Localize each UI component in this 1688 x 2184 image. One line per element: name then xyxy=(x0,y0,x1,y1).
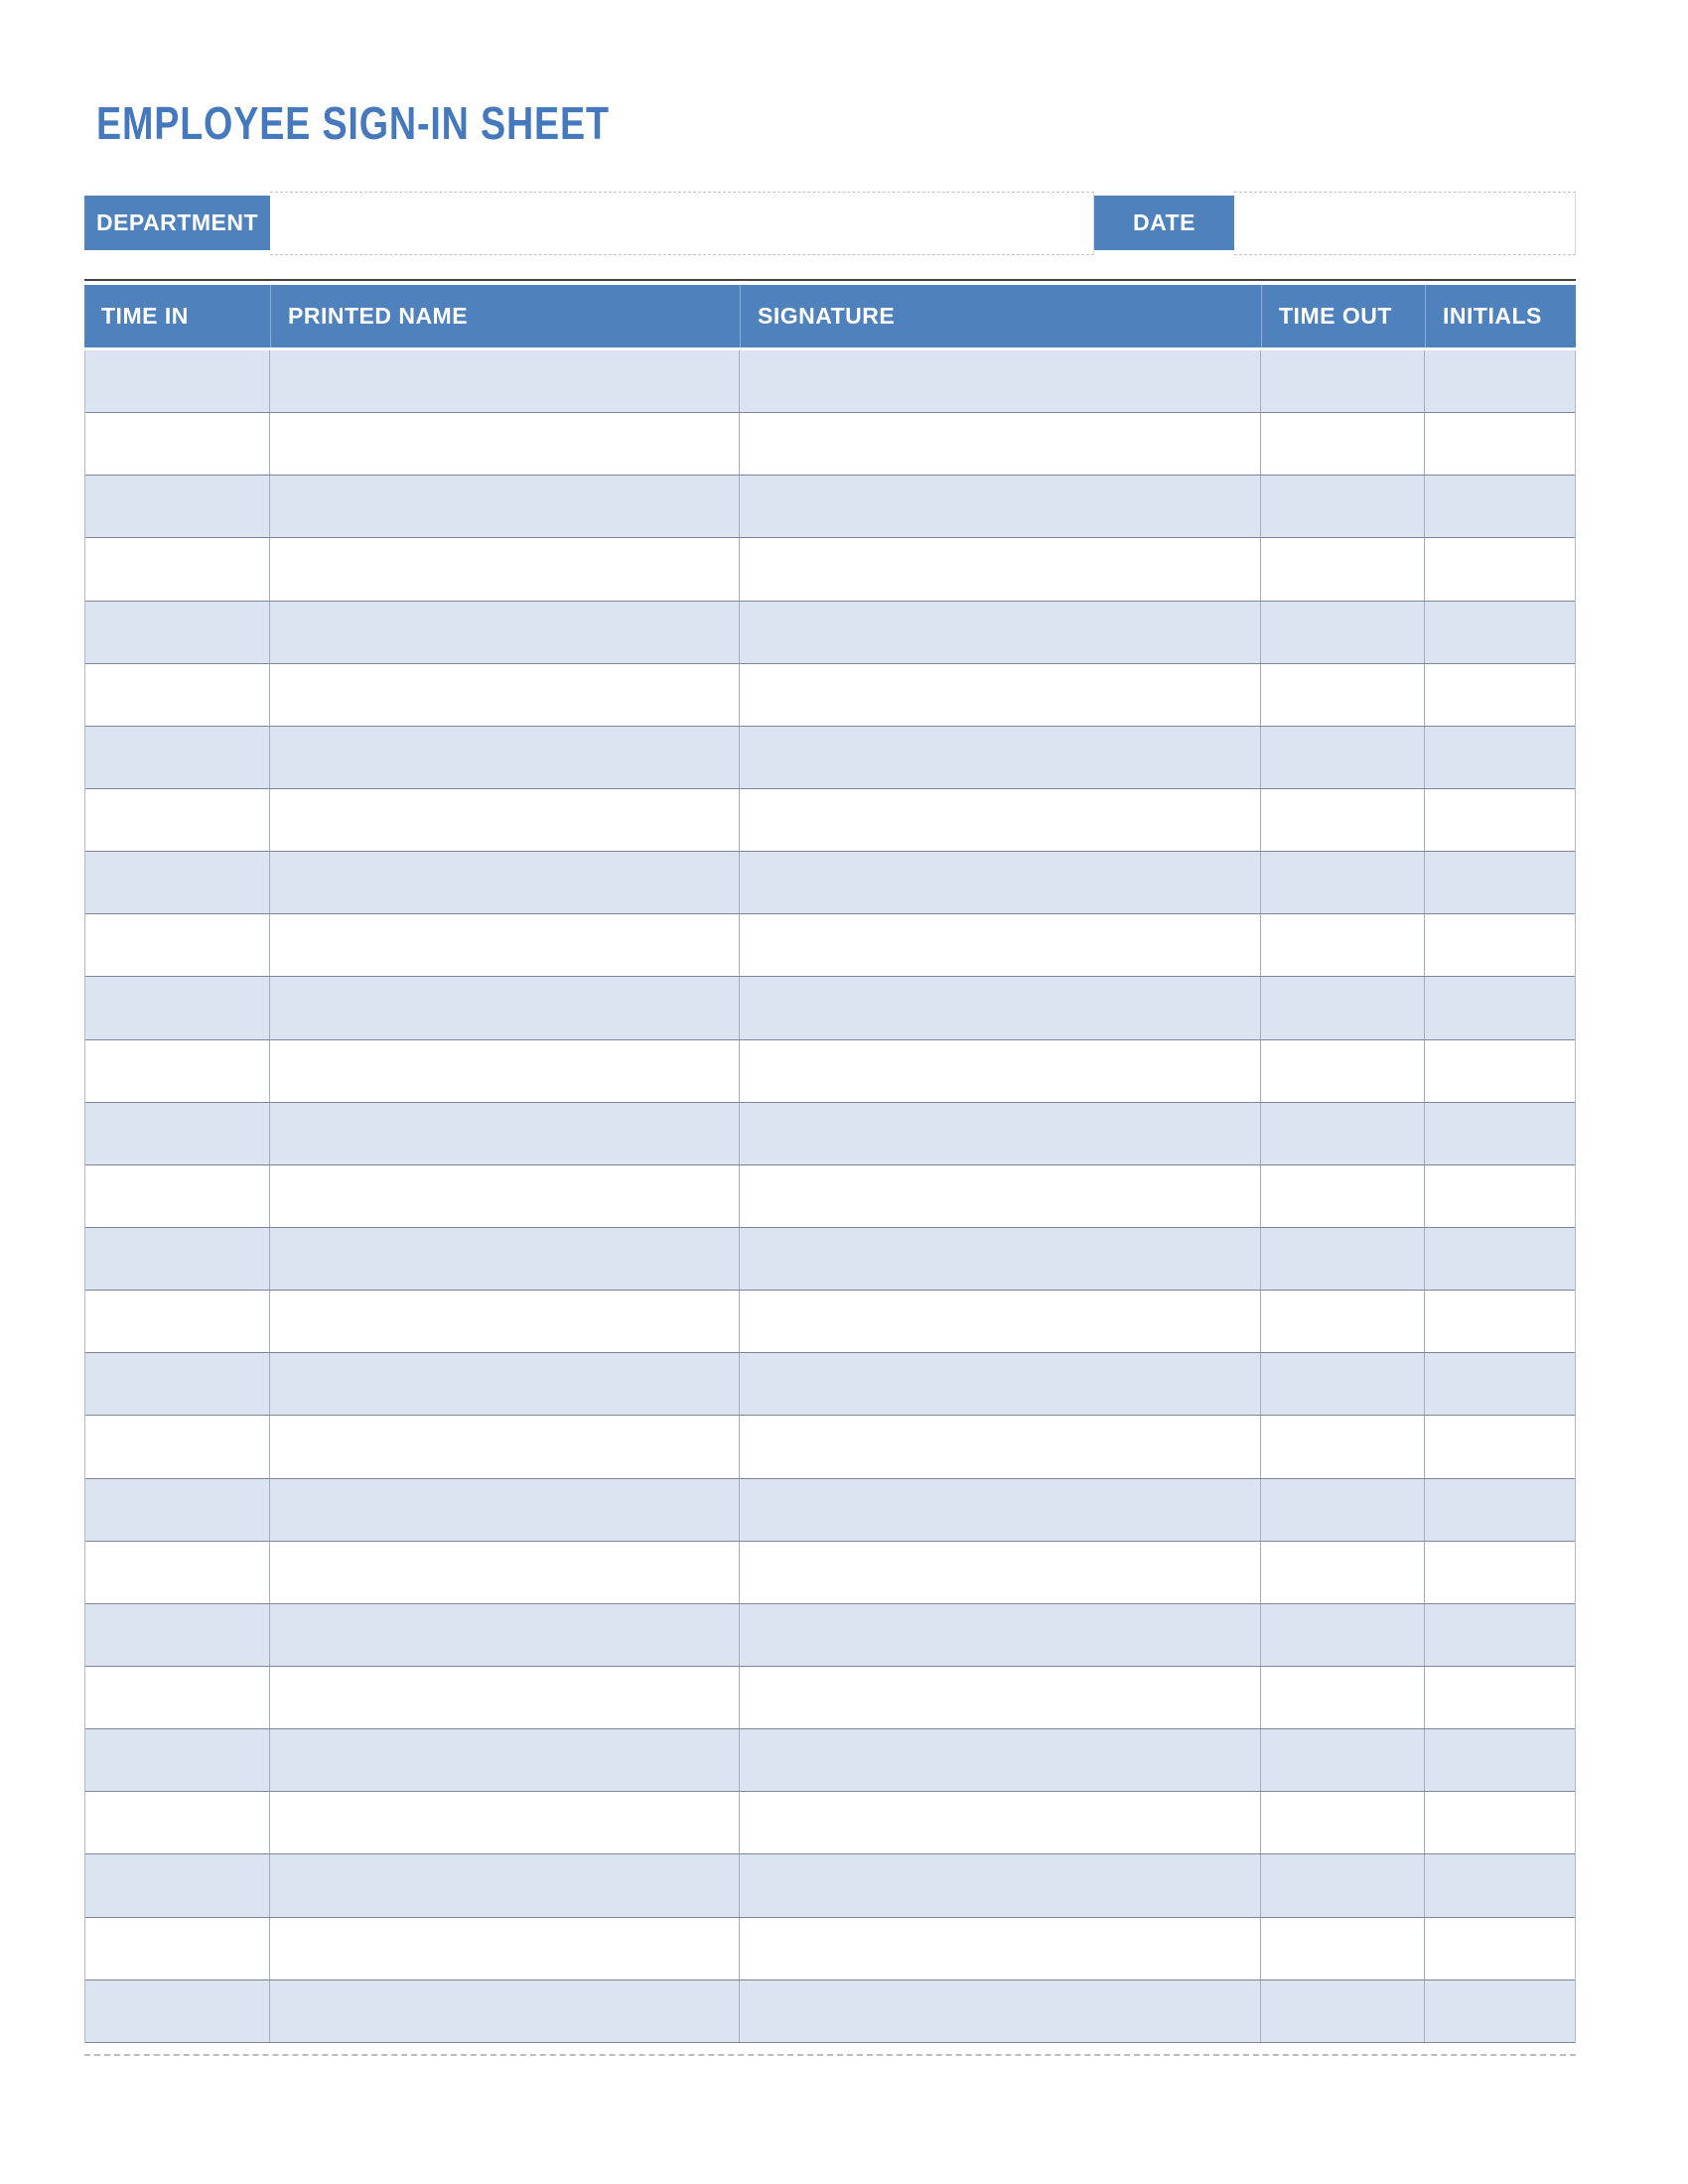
table-row xyxy=(85,977,1575,1039)
table-cell-time-out[interactable] xyxy=(1261,350,1425,412)
table-row xyxy=(85,852,1575,914)
table-cell-time-out[interactable] xyxy=(1261,1291,1425,1352)
table-cell-initials[interactable] xyxy=(1425,727,1575,788)
table-cell-initials[interactable] xyxy=(1425,1353,1575,1415)
table-cell-printed-name[interactable] xyxy=(270,1291,740,1352)
table-cell-time-out[interactable] xyxy=(1261,1667,1425,1728)
table-cell-time-out[interactable] xyxy=(1261,1980,1425,2042)
table-cell-time-out[interactable] xyxy=(1261,727,1425,788)
table-row xyxy=(85,1228,1575,1291)
table-cell-printed-name[interactable] xyxy=(270,1479,740,1541)
table-cell-printed-name[interactable] xyxy=(270,1980,740,2042)
table-cell-time-in[interactable] xyxy=(85,1729,270,1791)
table-cell-signature[interactable] xyxy=(740,413,1261,475)
table-cell-time-in[interactable] xyxy=(85,1542,270,1603)
department-label: DEPARTMENT xyxy=(84,196,270,250)
table-cell-signature[interactable] xyxy=(740,977,1261,1038)
table-cell-printed-name[interactable] xyxy=(270,602,740,663)
header-cell-printed-name: PRINTED NAME xyxy=(270,285,740,347)
table-row xyxy=(85,727,1575,789)
table-cell-initials[interactable] xyxy=(1425,914,1575,976)
table-cell-printed-name[interactable] xyxy=(270,1854,740,1916)
table-row xyxy=(85,1479,1575,1542)
table-cell-printed-name[interactable] xyxy=(270,789,740,851)
table-cell-initials[interactable] xyxy=(1425,1165,1575,1227)
table-cell-initials[interactable] xyxy=(1425,789,1575,851)
table-cell-signature[interactable] xyxy=(740,1165,1261,1227)
table-cell-time-in[interactable] xyxy=(85,1040,270,1102)
table-row xyxy=(85,1542,1575,1604)
table-cell-time-in[interactable] xyxy=(85,1667,270,1728)
table-cell-signature[interactable] xyxy=(740,1854,1261,1916)
table-row xyxy=(85,1667,1575,1729)
table-cell-time-in[interactable] xyxy=(85,602,270,663)
table-cell-signature[interactable] xyxy=(740,727,1261,788)
table-cell-signature[interactable] xyxy=(740,350,1261,412)
table-cell-time-out[interactable] xyxy=(1261,1479,1425,1541)
table-cell-time-out[interactable] xyxy=(1261,538,1425,600)
table-cell-signature[interactable] xyxy=(740,1604,1261,1666)
page-title: EMPLOYEE SIGN-IN SHEET xyxy=(96,97,610,149)
date-label: DATE xyxy=(1094,196,1234,250)
table-cell-initials[interactable] xyxy=(1425,852,1575,913)
table-row xyxy=(85,789,1575,852)
table-cell-time-in[interactable] xyxy=(85,1792,270,1853)
table-cell-initials[interactable] xyxy=(1425,1416,1575,1477)
table-cell-signature[interactable] xyxy=(740,1918,1261,1979)
table-cell-printed-name[interactable] xyxy=(270,1918,740,1979)
table-row xyxy=(85,1918,1575,1980)
table-cell-initials[interactable] xyxy=(1425,977,1575,1038)
table-cell-signature[interactable] xyxy=(740,1040,1261,1102)
table-cell-time-out[interactable] xyxy=(1261,1918,1425,1979)
table-row xyxy=(85,413,1575,476)
table-cell-printed-name[interactable] xyxy=(270,1416,740,1477)
table-cell-initials[interactable] xyxy=(1425,664,1575,726)
table-cell-initials[interactable] xyxy=(1425,1040,1575,1102)
table-cell-signature[interactable] xyxy=(740,1228,1261,1290)
table-cell-time-in[interactable] xyxy=(85,1854,270,1916)
department-input-field[interactable] xyxy=(270,192,1094,255)
header-cell-signature: SIGNATURE xyxy=(740,285,1261,347)
table-cell-time-out[interactable] xyxy=(1261,789,1425,851)
table-cell-signature[interactable] xyxy=(740,1479,1261,1541)
table-cell-time-in[interactable] xyxy=(85,727,270,788)
table-cell-signature[interactable] xyxy=(740,914,1261,976)
table-cell-printed-name[interactable] xyxy=(270,727,740,788)
table-cell-signature[interactable] xyxy=(740,1792,1261,1853)
table-cell-printed-name[interactable] xyxy=(270,1040,740,1102)
table-cell-printed-name[interactable] xyxy=(270,350,740,412)
header-cell-time-in: TIME IN xyxy=(101,303,189,329)
table-cell-time-in[interactable] xyxy=(85,977,270,1038)
table-row xyxy=(85,1291,1575,1353)
table-cell-signature[interactable] xyxy=(740,1416,1261,1477)
table-cell-time-out[interactable] xyxy=(1261,1165,1425,1227)
table-cell-time-in[interactable] xyxy=(85,1416,270,1477)
table-cell-time-out[interactable] xyxy=(1261,1792,1425,1853)
table-cell-initials[interactable] xyxy=(1425,476,1575,537)
table-cell-signature[interactable] xyxy=(740,476,1261,537)
table-cell-printed-name[interactable] xyxy=(270,1729,740,1791)
table-cell-initials[interactable] xyxy=(1425,1792,1575,1853)
table-cell-time-in[interactable] xyxy=(85,1918,270,1979)
table-cell-initials[interactable] xyxy=(1425,1604,1575,1666)
table-body xyxy=(84,350,1576,2043)
table-cell-initials[interactable] xyxy=(1425,1729,1575,1791)
table-cell-time-in[interactable] xyxy=(85,852,270,913)
table-cell-time-out[interactable] xyxy=(1261,977,1425,1038)
table-cell-time-out[interactable] xyxy=(1261,914,1425,976)
table-bottom-dashed-line xyxy=(84,2054,1576,2056)
table-cell-signature[interactable] xyxy=(740,1667,1261,1728)
table-cell-initials[interactable] xyxy=(1425,1542,1575,1603)
table-cell-time-in[interactable] xyxy=(85,1604,270,1666)
table-row xyxy=(85,538,1575,601)
table-row xyxy=(85,1103,1575,1165)
table-cell-signature[interactable] xyxy=(740,602,1261,663)
table-cell-printed-name[interactable] xyxy=(270,1228,740,1290)
table-cell-initials[interactable] xyxy=(1425,1854,1575,1916)
table-cell-printed-name[interactable] xyxy=(270,1667,740,1728)
table-cell-printed-name[interactable] xyxy=(270,914,740,976)
table-cell-printed-name[interactable] xyxy=(270,852,740,913)
table-cell-time-in[interactable] xyxy=(85,413,270,475)
table-cell-time-out[interactable] xyxy=(1261,413,1425,475)
table-cell-time-in[interactable] xyxy=(85,664,270,726)
date-input-field[interactable] xyxy=(1234,192,1576,255)
table-cell-time-out[interactable] xyxy=(1261,1604,1425,1666)
table-cell-signature[interactable] xyxy=(740,664,1261,726)
table-cell-signature[interactable] xyxy=(740,538,1261,600)
table-cell-time-in[interactable] xyxy=(85,789,270,851)
table-row xyxy=(85,664,1575,727)
table-row xyxy=(85,1040,1575,1103)
table-cell-initials[interactable] xyxy=(1425,1667,1575,1728)
table-cell-printed-name[interactable] xyxy=(270,664,740,726)
table-cell-time-out[interactable] xyxy=(1261,1854,1425,1916)
table-cell-time-out[interactable] xyxy=(1261,1040,1425,1102)
table-cell-printed-name[interactable] xyxy=(270,476,740,537)
table-cell-initials[interactable] xyxy=(1425,350,1575,412)
table-cell-initials[interactable] xyxy=(1425,1103,1575,1164)
table-row xyxy=(85,914,1575,977)
table-cell-initials[interactable] xyxy=(1425,1918,1575,1979)
table-cell-time-out[interactable] xyxy=(1261,1729,1425,1791)
table-row xyxy=(85,602,1575,664)
table-cell-time-in[interactable] xyxy=(85,1353,270,1415)
table-cell-time-in[interactable] xyxy=(85,476,270,537)
table-cell-signature[interactable] xyxy=(740,1542,1261,1603)
table-row xyxy=(85,350,1575,413)
table-cell-time-in[interactable] xyxy=(85,1103,270,1164)
table-cell-time-out[interactable] xyxy=(1261,1416,1425,1477)
table-cell-printed-name[interactable] xyxy=(270,1604,740,1666)
table-cell-signature[interactable] xyxy=(740,1291,1261,1352)
table-cell-printed-name[interactable] xyxy=(270,1103,740,1164)
table-cell-time-out[interactable] xyxy=(1261,1103,1425,1164)
table-top-border xyxy=(84,279,1576,281)
table-cell-initials[interactable] xyxy=(1425,1479,1575,1541)
table-cell-initials[interactable] xyxy=(1425,1228,1575,1290)
table-cell-printed-name[interactable] xyxy=(270,1792,740,1853)
table-row xyxy=(85,1353,1575,1416)
header-cell-initials: INITIALS xyxy=(1425,285,1576,347)
table-cell-printed-name[interactable] xyxy=(270,538,740,600)
table-row xyxy=(85,1416,1575,1478)
table-cell-printed-name[interactable] xyxy=(270,1353,740,1415)
table-cell-initials[interactable] xyxy=(1425,1980,1575,2042)
table-cell-time-in[interactable] xyxy=(85,1479,270,1541)
table-row xyxy=(85,1165,1575,1228)
table-cell-time-in[interactable] xyxy=(85,538,270,600)
table-header-row xyxy=(84,285,1576,347)
table-cell-signature[interactable] xyxy=(740,1980,1261,2042)
table-cell-printed-name[interactable] xyxy=(270,1542,740,1603)
table-cell-time-in[interactable] xyxy=(85,1228,270,1290)
table-cell-time-in[interactable] xyxy=(85,1291,270,1352)
table-row xyxy=(85,1729,1575,1792)
table-cell-printed-name[interactable] xyxy=(270,413,740,475)
table-cell-signature[interactable] xyxy=(740,852,1261,913)
table-cell-signature[interactable] xyxy=(740,1729,1261,1791)
table-cell-time-in[interactable] xyxy=(85,350,270,412)
table-row xyxy=(85,1604,1575,1667)
table-cell-time-out[interactable] xyxy=(1261,1353,1425,1415)
table-cell-initials[interactable] xyxy=(1425,1291,1575,1352)
table-cell-time-in[interactable] xyxy=(85,1165,270,1227)
table-row xyxy=(85,1792,1575,1854)
table-cell-printed-name[interactable] xyxy=(270,977,740,1038)
table-cell-time-in[interactable] xyxy=(85,1980,270,2042)
table-cell-time-out[interactable] xyxy=(1261,602,1425,663)
table-row xyxy=(85,1980,1575,2043)
table-cell-signature[interactable] xyxy=(740,789,1261,851)
table-cell-printed-name[interactable] xyxy=(270,1165,740,1227)
table-cell-time-out[interactable] xyxy=(1261,1542,1425,1603)
table-row xyxy=(85,476,1575,538)
table-cell-signature[interactable] xyxy=(740,1353,1261,1415)
table-cell-time-out[interactable] xyxy=(1261,852,1425,913)
table-cell-time-out[interactable] xyxy=(1261,476,1425,537)
table-cell-signature[interactable] xyxy=(740,1103,1261,1164)
header-cell-time-out: TIME OUT xyxy=(1261,285,1425,347)
table-cell-initials[interactable] xyxy=(1425,413,1575,475)
table-cell-time-out[interactable] xyxy=(1261,1228,1425,1290)
table-cell-time-in[interactable] xyxy=(85,914,270,976)
table-cell-time-out[interactable] xyxy=(1261,664,1425,726)
table-cell-initials[interactable] xyxy=(1425,602,1575,663)
table-row xyxy=(85,1854,1575,1917)
table-cell-initials[interactable] xyxy=(1425,538,1575,600)
